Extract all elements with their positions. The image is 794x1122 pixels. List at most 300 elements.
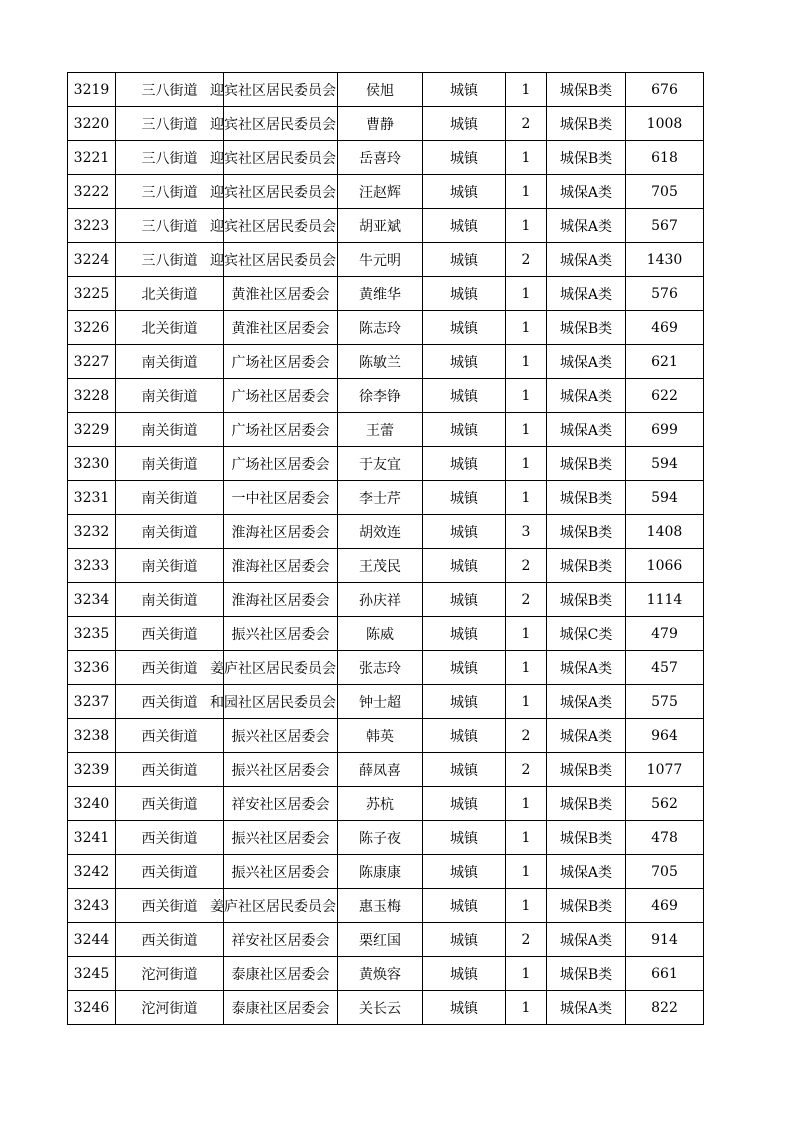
amount-text: 964 xyxy=(651,727,678,744)
insurance-category-text: 城保A类 xyxy=(559,184,613,201)
insurance-category-cell xyxy=(547,889,626,923)
area-type-cell xyxy=(423,651,506,685)
person-name-text: 侯旭 xyxy=(366,82,394,99)
subdistrict-text: 南关街道 xyxy=(141,592,198,609)
row-number-text: 3232 xyxy=(73,523,110,540)
person-name-cell xyxy=(338,379,423,413)
household-size-cell xyxy=(506,379,547,413)
person-name-text: 惠玉梅 xyxy=(359,898,401,915)
row-number-text: 3237 xyxy=(73,693,110,710)
subdistrict-text: 北关街道 xyxy=(141,320,198,337)
row-number-cell xyxy=(68,821,116,855)
person-name-text: 陈志玲 xyxy=(359,320,401,337)
row-number-cell xyxy=(68,685,116,719)
community-text: 迎宾社区居民委员会 xyxy=(210,218,336,235)
row-number-cell xyxy=(68,923,116,957)
community-text: 祥安社区居委会 xyxy=(231,796,330,813)
community-cell xyxy=(224,787,338,821)
amount-text: 594 xyxy=(651,455,678,472)
insurance-category-text: 城保B类 xyxy=(559,592,613,609)
amount-cell xyxy=(626,889,704,923)
household-size-cell xyxy=(506,413,547,447)
amount-cell xyxy=(626,549,704,583)
household-size-text: 2 xyxy=(521,251,531,268)
household-size-cell xyxy=(506,923,547,957)
table-row xyxy=(68,753,704,787)
insurance-category-text: 城保A类 xyxy=(559,932,613,949)
household-size-cell xyxy=(506,141,547,175)
subdistrict-text: 三八街道 xyxy=(141,150,198,167)
area-type-text: 城镇 xyxy=(450,932,478,949)
household-size-text: 1 xyxy=(521,489,531,506)
insurance-category-text: 城保A类 xyxy=(559,694,613,711)
area-type-text: 城镇 xyxy=(450,388,478,405)
community-cell xyxy=(224,719,338,753)
community-cell xyxy=(224,481,338,515)
subdistrict-cell xyxy=(116,175,224,209)
subdistrict-cell xyxy=(116,821,224,855)
row-number-cell xyxy=(68,345,116,379)
household-size-text: 1 xyxy=(521,693,531,710)
community-cell xyxy=(224,617,338,651)
area-type-cell xyxy=(423,957,506,991)
area-type-text: 城镇 xyxy=(450,286,478,303)
area-type-text: 城镇 xyxy=(450,830,478,847)
person-name-text: 王茂民 xyxy=(359,558,401,575)
amount-cell xyxy=(626,277,704,311)
household-size-text: 2 xyxy=(521,931,531,948)
area-type-text: 城镇 xyxy=(450,456,478,473)
subdistrict-cell xyxy=(116,107,224,141)
row-number-text: 3231 xyxy=(73,489,110,506)
amount-text: 705 xyxy=(651,863,678,880)
table-row xyxy=(68,243,704,277)
person-name-cell xyxy=(338,277,423,311)
row-number-cell xyxy=(68,651,116,685)
community-text: 广场社区居委会 xyxy=(231,388,330,405)
row-number-text: 3222 xyxy=(73,183,110,200)
area-type-cell xyxy=(423,243,506,277)
row-number-text: 3246 xyxy=(73,999,110,1016)
insurance-category-cell xyxy=(547,311,626,345)
person-name-cell xyxy=(338,311,423,345)
community-cell xyxy=(210,243,338,277)
amount-cell xyxy=(626,243,704,277)
relief-roster-table xyxy=(67,72,704,1025)
household-size-cell xyxy=(506,277,547,311)
person-name-cell xyxy=(338,447,423,481)
community-cell xyxy=(224,583,338,617)
insurance-category-text: 城保B类 xyxy=(559,524,613,541)
amount-cell xyxy=(626,345,704,379)
row-number-text: 3245 xyxy=(73,965,110,982)
amount-text: 594 xyxy=(651,489,678,506)
row-number-cell xyxy=(68,787,116,821)
area-type-text: 城镇 xyxy=(450,728,478,745)
subdistrict-text: 西关街道 xyxy=(141,660,198,677)
amount-text: 479 xyxy=(651,625,678,642)
area-type-cell xyxy=(423,277,506,311)
amount-text: 469 xyxy=(651,897,678,914)
community-text: 迎宾社区居民委员会 xyxy=(210,252,336,269)
amount-cell xyxy=(626,821,704,855)
person-name-text: 胡效连 xyxy=(359,524,401,541)
table-row xyxy=(68,311,704,345)
table-row xyxy=(68,515,704,549)
row-number-text: 3230 xyxy=(73,455,110,472)
insurance-category-cell xyxy=(547,923,626,957)
community-text: 和园社区居民委员会 xyxy=(210,694,336,711)
amount-text: 1066 xyxy=(646,557,683,574)
amount-text: 1408 xyxy=(646,523,683,540)
row-number-cell xyxy=(68,379,116,413)
community-text: 祥安社区居委会 xyxy=(231,932,330,949)
table-row xyxy=(68,141,704,175)
community-text: 黄淮社区居委会 xyxy=(231,320,330,337)
community-cell xyxy=(224,345,338,379)
insurance-category-text: 城保B类 xyxy=(559,830,613,847)
table-row xyxy=(68,719,704,753)
amount-text: 1077 xyxy=(646,761,683,778)
subdistrict-text: 南关街道 xyxy=(141,388,198,405)
row-number-text: 3241 xyxy=(73,829,110,846)
amount-text: 621 xyxy=(651,353,678,370)
table-row xyxy=(68,685,704,719)
household-size-cell xyxy=(506,855,547,889)
household-size-cell xyxy=(506,787,547,821)
amount-cell xyxy=(626,923,704,957)
area-type-cell xyxy=(423,753,506,787)
person-name-text: 陈威 xyxy=(366,626,394,643)
person-name-cell xyxy=(338,481,423,515)
community-text: 迎宾社区居民委员会 xyxy=(210,82,336,99)
insurance-category-text: 城保A类 xyxy=(559,864,613,881)
table-row xyxy=(68,345,704,379)
row-number-cell xyxy=(68,311,116,345)
amount-cell xyxy=(626,583,704,617)
person-name-text: 黄焕容 xyxy=(359,966,401,983)
community-text: 迎宾社区居民委员会 xyxy=(210,150,336,167)
household-size-cell xyxy=(506,991,547,1025)
amount-cell xyxy=(626,141,704,175)
area-type-cell xyxy=(423,821,506,855)
community-cell xyxy=(224,821,338,855)
amount-cell xyxy=(626,991,704,1025)
insurance-category-cell xyxy=(547,481,626,515)
insurance-category-text: 城保B类 xyxy=(559,796,613,813)
row-number-cell xyxy=(68,617,116,651)
subdistrict-cell xyxy=(116,209,224,243)
community-cell xyxy=(224,549,338,583)
amount-cell xyxy=(626,447,704,481)
community-text: 一中社区居委会 xyxy=(231,490,330,507)
household-size-text: 3 xyxy=(521,523,531,540)
amount-text: 1008 xyxy=(646,115,683,132)
community-cell xyxy=(224,991,338,1025)
row-number-cell xyxy=(68,73,116,107)
person-name-text: 胡亚斌 xyxy=(359,218,401,235)
amount-cell xyxy=(626,787,704,821)
household-size-cell xyxy=(506,481,547,515)
row-number-text: 3242 xyxy=(73,863,110,880)
row-number-cell xyxy=(68,277,116,311)
insurance-category-cell xyxy=(547,617,626,651)
row-number-text: 3220 xyxy=(73,115,110,132)
row-number-cell xyxy=(68,141,116,175)
area-type-cell xyxy=(423,617,506,651)
community-text: 淮海社区居委会 xyxy=(231,592,330,609)
insurance-category-text: 城保B类 xyxy=(559,490,613,507)
area-type-cell xyxy=(423,685,506,719)
person-name-cell xyxy=(338,821,423,855)
household-size-text: 1 xyxy=(521,455,531,472)
insurance-category-cell xyxy=(547,175,626,209)
community-cell xyxy=(224,311,338,345)
row-number-text: 3227 xyxy=(73,353,110,370)
person-name-cell xyxy=(338,345,423,379)
insurance-category-text: 城保B类 xyxy=(559,150,613,167)
row-number-text: 3229 xyxy=(73,421,110,438)
person-name-cell xyxy=(338,923,423,957)
amount-text: 914 xyxy=(651,931,678,948)
person-name-text: 韩英 xyxy=(366,728,394,745)
table-row xyxy=(68,821,704,855)
community-text: 泰康社区居委会 xyxy=(231,1000,330,1017)
person-name-cell xyxy=(338,175,423,209)
person-name-cell xyxy=(338,685,423,719)
insurance-category-cell xyxy=(547,719,626,753)
area-type-cell xyxy=(423,311,506,345)
household-size-text: 1 xyxy=(521,795,531,812)
insurance-category-cell xyxy=(547,753,626,787)
row-number-text: 3225 xyxy=(73,285,110,302)
household-size-cell xyxy=(506,617,547,651)
household-size-cell xyxy=(506,175,547,209)
community-text: 迎宾社区居民委员会 xyxy=(210,116,336,133)
subdistrict-cell xyxy=(116,243,224,277)
row-number-text: 3236 xyxy=(73,659,110,676)
insurance-category-text: 城保B类 xyxy=(559,966,613,983)
area-type-cell xyxy=(423,549,506,583)
table-row xyxy=(68,73,704,107)
insurance-category-text: 城保A类 xyxy=(559,728,613,745)
household-size-cell xyxy=(506,957,547,991)
person-name-cell xyxy=(338,549,423,583)
amount-cell xyxy=(626,481,704,515)
area-type-text: 城镇 xyxy=(450,966,478,983)
area-type-cell xyxy=(423,515,506,549)
community-text: 泰康社区居委会 xyxy=(231,966,330,983)
area-type-text: 城镇 xyxy=(450,660,478,677)
subdistrict-cell xyxy=(116,447,224,481)
community-cell xyxy=(224,515,338,549)
community-cell xyxy=(224,379,338,413)
insurance-category-cell xyxy=(547,991,626,1025)
community-text: 黄淮社区居委会 xyxy=(231,286,330,303)
row-number-cell xyxy=(68,719,116,753)
person-name-text: 于友宜 xyxy=(359,456,401,473)
household-size-cell xyxy=(506,447,547,481)
subdistrict-cell xyxy=(116,277,224,311)
area-type-cell xyxy=(423,787,506,821)
area-type-cell xyxy=(423,855,506,889)
subdistrict-text: 西关街道 xyxy=(141,830,198,847)
area-type-cell xyxy=(423,379,506,413)
insurance-category-cell xyxy=(547,413,626,447)
subdistrict-text: 北关街道 xyxy=(141,286,198,303)
subdistrict-text: 三八街道 xyxy=(141,252,198,269)
household-size-text: 2 xyxy=(521,557,531,574)
area-type-cell xyxy=(423,73,506,107)
community-cell xyxy=(210,209,338,243)
household-size-text: 2 xyxy=(521,591,531,608)
subdistrict-text: 三八街道 xyxy=(141,218,198,235)
person-name-cell xyxy=(338,73,423,107)
community-text: 淮海社区居委会 xyxy=(231,524,330,541)
household-size-text: 1 xyxy=(521,81,531,98)
household-size-text: 1 xyxy=(521,625,531,642)
person-name-cell xyxy=(338,753,423,787)
area-type-text: 城镇 xyxy=(450,116,478,133)
person-name-text: 李士芹 xyxy=(359,490,401,507)
household-size-text: 1 xyxy=(521,659,531,676)
row-number-text: 3224 xyxy=(73,251,110,268)
person-name-cell xyxy=(338,107,423,141)
insurance-category-cell xyxy=(547,957,626,991)
subdistrict-cell xyxy=(116,855,224,889)
row-number-cell xyxy=(68,515,116,549)
amount-cell xyxy=(626,311,704,345)
community-text: 迎宾社区居民委员会 xyxy=(210,184,336,201)
table-row xyxy=(68,787,704,821)
area-type-text: 城镇 xyxy=(450,320,478,337)
household-size-text: 1 xyxy=(521,217,531,234)
table-row xyxy=(68,413,704,447)
subdistrict-cell xyxy=(116,617,224,651)
subdistrict-text: 西关街道 xyxy=(141,626,198,643)
table-row xyxy=(68,277,704,311)
person-name-cell xyxy=(338,957,423,991)
insurance-category-text: 城保B类 xyxy=(559,116,613,133)
household-size-text: 1 xyxy=(521,999,531,1016)
amount-text: 661 xyxy=(651,965,678,982)
insurance-category-text: 城保A类 xyxy=(559,252,613,269)
table-row xyxy=(68,379,704,413)
row-number-text: 3240 xyxy=(73,795,110,812)
insurance-category-text: 城保B类 xyxy=(559,558,613,575)
household-size-text: 1 xyxy=(521,149,531,166)
amount-cell xyxy=(626,209,704,243)
household-size-text: 1 xyxy=(521,285,531,302)
insurance-category-cell xyxy=(547,855,626,889)
amount-text: 567 xyxy=(651,217,678,234)
insurance-category-text: 城保B类 xyxy=(559,82,613,99)
community-cell xyxy=(210,73,338,107)
household-size-cell xyxy=(506,821,547,855)
insurance-category-cell xyxy=(547,379,626,413)
subdistrict-text: 沱河街道 xyxy=(141,1000,198,1017)
subdistrict-text: 南关街道 xyxy=(141,422,198,439)
person-name-text: 牛元明 xyxy=(359,252,401,269)
row-number-text: 3243 xyxy=(73,897,110,914)
person-name-cell xyxy=(338,515,423,549)
household-size-text: 2 xyxy=(521,761,531,778)
area-type-text: 城镇 xyxy=(450,898,478,915)
person-name-cell xyxy=(338,651,423,685)
subdistrict-text: 南关街道 xyxy=(141,558,198,575)
household-size-cell xyxy=(506,73,547,107)
amount-text: 576 xyxy=(651,285,678,302)
table-row xyxy=(68,889,704,923)
person-name-text: 孙庆祥 xyxy=(359,592,401,609)
person-name-cell xyxy=(338,209,423,243)
row-number-text: 3244 xyxy=(73,931,110,948)
person-name-cell xyxy=(338,889,423,923)
person-name-cell xyxy=(338,787,423,821)
community-cell xyxy=(210,651,338,685)
subdistrict-cell xyxy=(116,889,224,923)
row-number-text: 3233 xyxy=(73,557,110,574)
person-name-text: 栗红国 xyxy=(359,932,401,949)
subdistrict-text: 西关街道 xyxy=(141,932,198,949)
subdistrict-cell xyxy=(116,141,224,175)
area-type-text: 城镇 xyxy=(450,82,478,99)
person-name-text: 岳喜玲 xyxy=(359,150,401,167)
amount-cell xyxy=(626,107,704,141)
community-text: 广场社区居委会 xyxy=(231,456,330,473)
community-text: 振兴社区居委会 xyxy=(231,830,330,847)
insurance-category-cell xyxy=(547,685,626,719)
insurance-category-text: 城保B类 xyxy=(559,456,613,473)
amount-text: 705 xyxy=(651,183,678,200)
subdistrict-cell xyxy=(116,515,224,549)
household-size-cell xyxy=(506,753,547,787)
row-number-cell xyxy=(68,413,116,447)
person-name-cell xyxy=(338,141,423,175)
person-name-cell xyxy=(338,413,423,447)
amount-text: 822 xyxy=(651,999,678,1016)
area-type-cell xyxy=(423,447,506,481)
table-row xyxy=(68,549,704,583)
subdistrict-text: 南关街道 xyxy=(141,490,198,507)
subdistrict-cell xyxy=(116,379,224,413)
community-cell xyxy=(224,447,338,481)
subdistrict-text: 西关街道 xyxy=(141,796,198,813)
household-size-cell xyxy=(506,209,547,243)
person-name-cell xyxy=(338,991,423,1025)
table-row xyxy=(68,481,704,515)
area-type-cell xyxy=(423,345,506,379)
row-number-cell xyxy=(68,549,116,583)
table-row xyxy=(68,923,704,957)
person-name-cell xyxy=(338,719,423,753)
amount-text: 575 xyxy=(651,693,678,710)
subdistrict-text: 西关街道 xyxy=(141,864,198,881)
row-number-cell xyxy=(68,753,116,787)
insurance-category-text: 城保A类 xyxy=(559,218,613,235)
insurance-category-cell xyxy=(547,107,626,141)
person-name-text: 陈康康 xyxy=(359,864,401,881)
insurance-category-cell xyxy=(547,243,626,277)
community-text: 振兴社区居委会 xyxy=(231,626,330,643)
amount-cell xyxy=(626,651,704,685)
amount-text: 478 xyxy=(651,829,678,846)
community-cell xyxy=(224,855,338,889)
insurance-category-text: 城保B类 xyxy=(559,320,613,337)
row-number-cell xyxy=(68,957,116,991)
area-type-text: 城镇 xyxy=(450,354,478,371)
subdistrict-cell xyxy=(116,311,224,345)
